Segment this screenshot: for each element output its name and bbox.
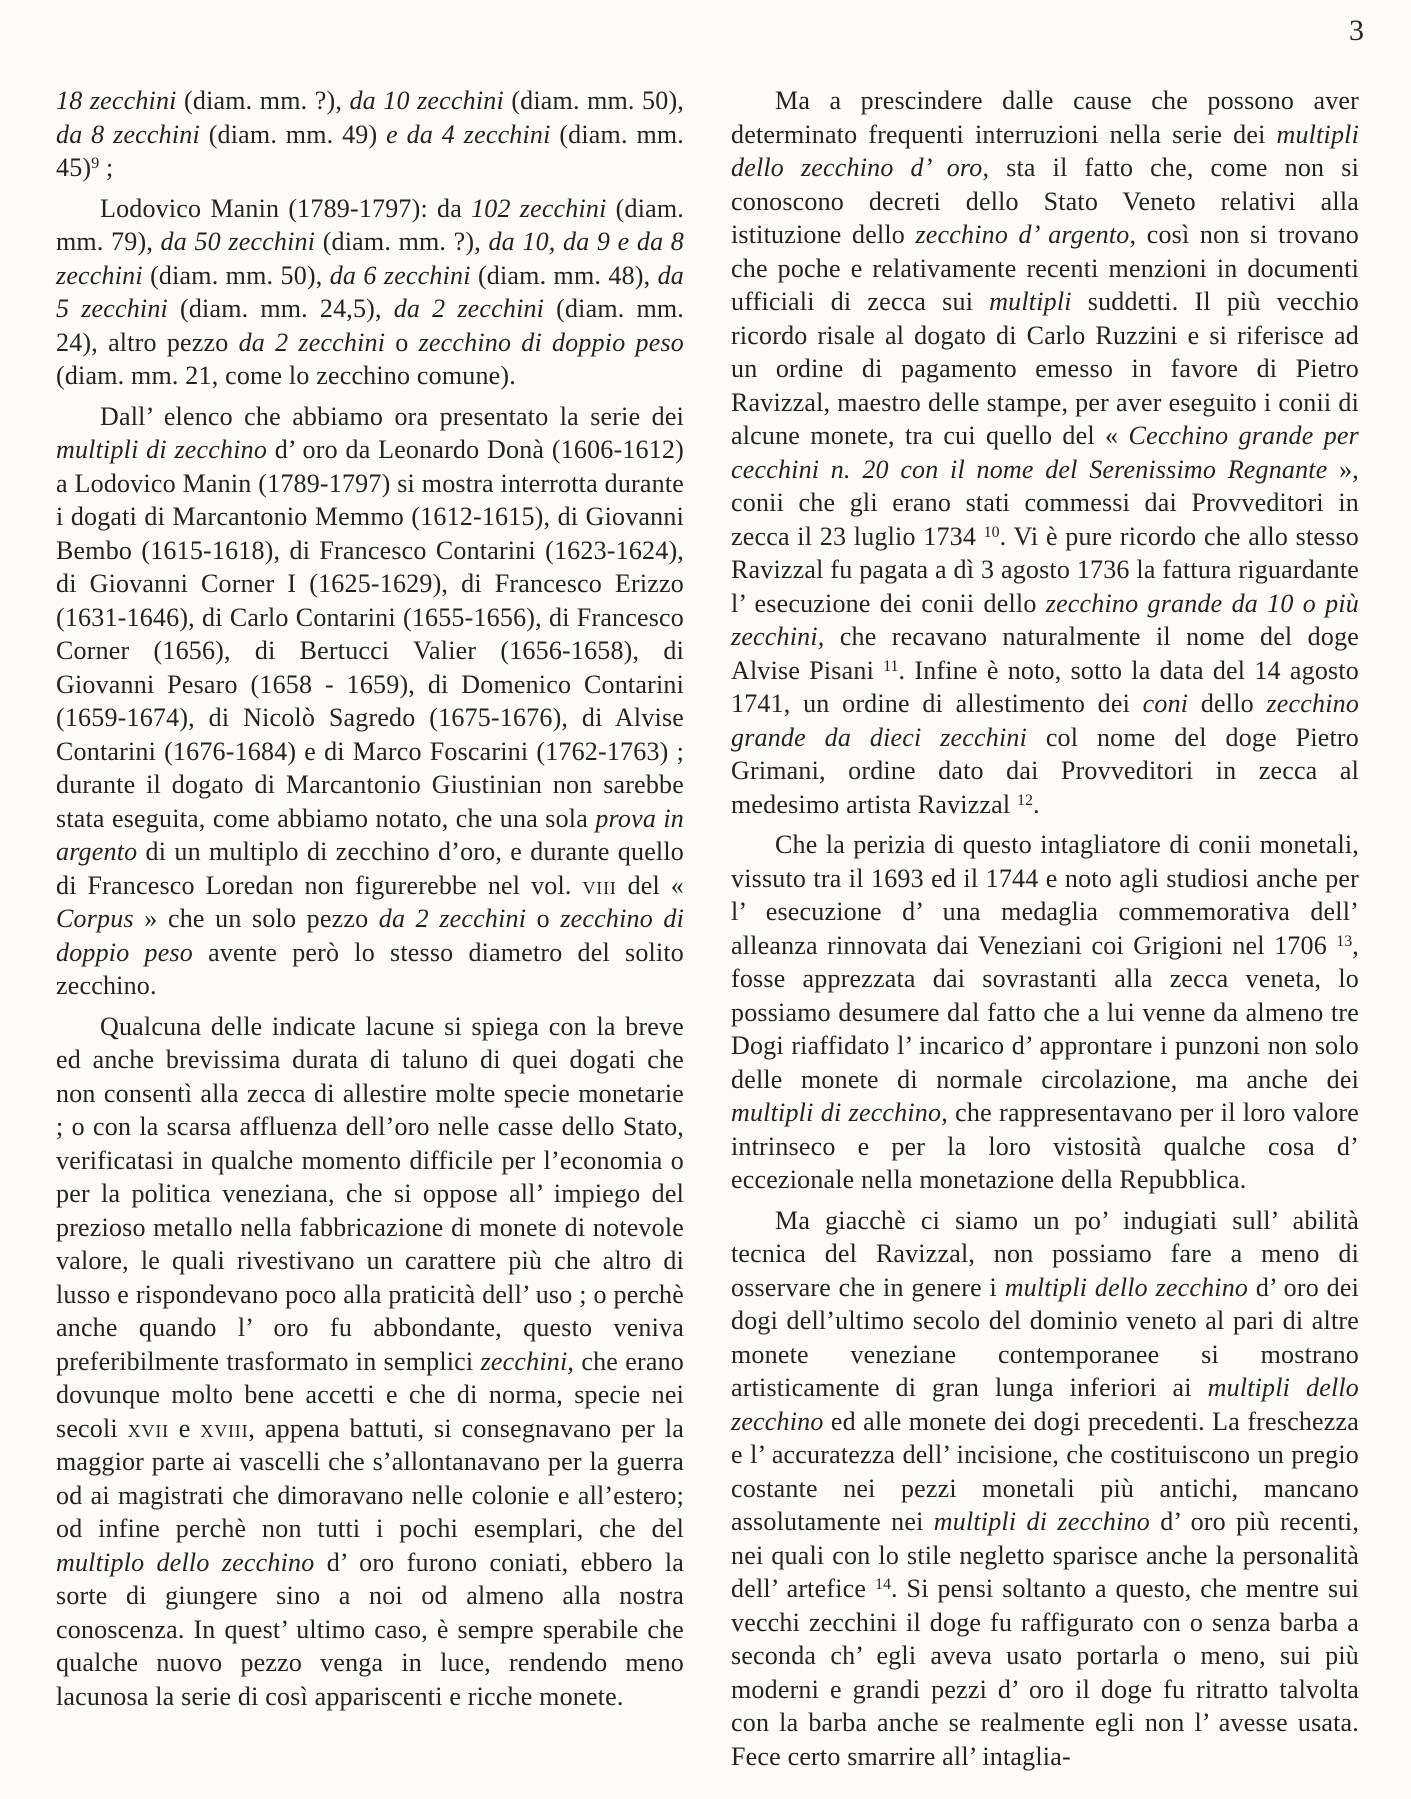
footnote-ref: 11 (883, 657, 899, 675)
text-run: Corpus (56, 904, 145, 933)
text-run: multipli di zecchino (56, 435, 275, 464)
text-run: . Si pensi soltanto a questo, che mentre sui vecchi zecchini il doge fu raffigurato con o senza barba a seconda ch’ egli aveva usato portarla o meno, sui più moderni e grandi pezzi d’ oro il doge fu ritratto talvolta con la barba anche se realmente egli non l’ avesse usata. Fece certo smarrire all’ intaglia- (731, 1574, 1359, 1771)
text-run: , appena battuti, si consegnavano per la maggior parte ai vascelli che s’allontanavano per la guerra od ai magistrati che dimoravano nelle colonie e all’estero; od infine perchè non tutti i pochi esemplari, che del (56, 1413, 685, 1543)
footnote-ref: 10 (983, 523, 1000, 541)
footnote-ref: 9 (91, 155, 100, 172)
text-run: (diam. mm. ?), (322, 227, 489, 256)
text-run: zecchino d’ argento, (915, 220, 1147, 249)
text-run: (diam. mm. 79), (56, 193, 684, 256)
paragraph (731, 828, 1359, 1197)
text-run: (diam. mm. 49) (208, 119, 387, 149)
text-run: multiplo dello zecchino (56, 1547, 327, 1577)
text-run: multipli di zecchino (933, 1507, 1161, 1536)
text-run: sta il fatto che, come non si conoscono decreti dello Stato Veneto relativi alla istituzione dello (731, 153, 1359, 249)
text-run: multipli dello zecchino d’ oro, (731, 119, 1359, 182)
text-run: Ma a prescindere dalle cause che possono aver determinato frequenti interruzioni nella serie dei (731, 86, 1359, 149)
text-run: 18 zecchini (56, 86, 185, 115)
text-run: Che la perizia di questo intagliatore di conii monetali, vissuto tra il 1693 ed il 1744 e noto agli studiosi anche per l’ esecuzione d’ una medaglia commemorativa dell’ alleanza rinnovata dai Veneziani coi Grigioni nel 1706 (731, 830, 1359, 960)
text-run: zecchino di doppio peso (418, 327, 684, 357)
text-run: così non si trovano che poche e relativamente recenti menzioni in documenti ufficiali di zecca sui (731, 220, 1360, 316)
text-run: (diam. mm. 45) (56, 119, 684, 182)
text-run: d’ oro furono coniati, ebbero la sorte di giungere sino a noi od almeno alla nostra conoscenza. In quest’ ultimo caso, è sempre sperabile che qualche nuovo pezzo venga in luce, rendendo meno lacunosa la serie di così appariscenti e ricche monete. (56, 1547, 685, 1711)
text-run: da 6 zecchini (329, 260, 478, 290)
text-run: suddetti. Il più vecchio ricordo risale al dogato di Carlo Ruzzini e si riferisce ad un ordine di pagamento emesso in favore di Pietro Ravizzal, maestro delle stampe, per aver eseguito i conii di alcune monete, tra cui quello del « (731, 287, 1359, 450)
footnote-ref: 14 (874, 1576, 891, 1593)
text-columns (56, 84, 1359, 1773)
text-run: da 8 zecchini (56, 119, 209, 149)
text-run: . (1033, 789, 1040, 819)
text-run: o (395, 327, 419, 357)
text-run: coni (1142, 689, 1201, 718)
text-run: che rappresentavano per il loro valore intrinseco e per la loro vistosità qualche cosa d’ eccezionale nella monetazione della Repubblica. (731, 1098, 1360, 1194)
text-column-right (731, 84, 1359, 1773)
text-run: ed alle monete dei dogi precedenti. La freschezza e l’ accuratezza dell’ incisione, che costituiscono un pregio costante nei pezzi monetali più antichi, mancano assolutamente nei (731, 1406, 1359, 1536)
text-run: prova in argento (56, 803, 684, 866)
text-run: zecchino grande da dieci zecchini (731, 689, 1360, 752)
text-run: di un multiplo di zecchino d’oro, e durante quello di Francesco Loredan non figurerebbe nel vol. (56, 837, 684, 900)
text-run: da 10, da 9 e da 8 zecchini (56, 227, 685, 290)
text-run: (diam. mm. 50), (511, 86, 685, 115)
page-number: 3 (1349, 14, 1364, 47)
text-run: (diam. mm. 24,5), (179, 294, 394, 323)
text-run: (diam. mm. 24), altro pezzo (56, 294, 684, 357)
text-run: d’ oro dei dogi dell’ultimo secolo del dominio veneto al pari di altre monete veneziane contemporanee si mostrano artisticamente di gran lunga inferiori ai (731, 1272, 1359, 1402)
text-run: da 2 zecchini (378, 904, 537, 933)
text-run: da 5 zecchini (56, 260, 685, 323)
text-run: multipli dello zecchino (731, 1373, 1359, 1436)
text-run: 102 zecchini (471, 193, 616, 223)
text-run: (diam. mm. 50), (150, 260, 330, 290)
text-run: col nome del doge Pietro Grimani, ordine dato dai Provveditori in zecca al medesimo artista Ravizzal (731, 722, 1359, 819)
text-run: ; (99, 153, 114, 182)
text-run: (diam. mm. 21, come lo zecchino comune). (56, 361, 516, 390)
text-run: da 10 zecchini (349, 86, 512, 115)
paragraph (731, 1204, 1359, 1774)
text-run: Dall’ elenco che abbiamo ora presentato la serie dei (100, 401, 684, 431)
text-run: e (168, 1413, 201, 1443)
text-run: d’ oro più recenti, nei quali con lo stile negletto sparisce anche la personalità dell’ artefice (731, 1507, 1360, 1603)
text-run: multipli (989, 287, 1088, 316)
text-run: . Infine è noto, sotto la data del 14 agosto 1741, un ordine di allestimento dei (731, 655, 1359, 718)
text-run: » che un solo pezzo (144, 904, 379, 933)
paragraph (56, 192, 684, 393)
text-run: avente però lo stesso diametro del solito zecchino. (56, 937, 684, 1000)
text-run: zecchino grande da 10 o più zecchini, (731, 588, 1360, 651)
text-run: zecchini, (480, 1346, 582, 1376)
text-run: d’ oro da Leonardo Donà (1606-1612) a Lodovico Manin (1789-1797) si mostra interrotta durante i dogati di Marcantonio Memmo (1612-1615), di Giovanni Bembo (1615-1618), di Francesco Contarini (1623-1624), di Giovanni Corner I (1625-1629), di Francesco Erizzo (1631-1646), di Carlo Contarini (1655-1656), di Francesco Corner (1656), di Bertucci Valier (1656-1658), di Giovanni Pesaro (1658 - 1659), di Domenico Contarini (1659-1674), di Nicolò Sagredo (1675-1676), di Alvise Contarini (1676-1684) e di Marco Foscarini (1762-1763) ; durante il dogato di Marcantonio Giustinian non sarebbe stata eseguita, come abbiamo notato, che una sola (56, 435, 684, 833)
text-run: (diam. mm. ?), (184, 86, 350, 115)
text-run: . Vi è pure ricordo che allo stesso Ravizzal fu pagata a dì 3 agosto 1736 la fattura riguardante l’ esecuzione dei conii dello (731, 521, 1359, 618)
text-run: », conii che gli erano stati commessi dai Provveditori in zecca il 23 luglio 1734 (731, 454, 1359, 551)
text-run: o (536, 904, 561, 933)
text-run: da 50 zecchini (160, 227, 323, 256)
footnote-ref: 12 (1017, 791, 1034, 809)
text-run: multipli di zecchino, (731, 1098, 956, 1127)
text-column-left (56, 84, 684, 1773)
text-run: Qualcuna delle indicate lacune si spiega con la breve ed anche brevissima durata di taluno di quei dogati che non consentì alla zecca di allestire molte specie monetarie ; o con la scarsa affluenza dell’oro nelle casse dello Stato, verificatasi in qualche momento difficile per l’economia o per la politica veneziana, che si oppose all’ impiego del prezioso metallo nella fabbricazione di monete di notevole valore, le quali rivestivano un carattere più che altro di lusso e rispondevano poco alla praticità dell’ uso ; o perchè anche quando l’ oro fu abbondante, questo veniva preferibilmente trasformato in semplici (56, 1011, 684, 1376)
text-run: Cecchino grande per cecchini n. 20 con il nome del Serenissimo Regnante (731, 421, 1359, 484)
text-run: e da 4 zecchini (386, 119, 560, 149)
text-run: che erano dovunque molto bene accetti e che di norma, specie nei secoli (56, 1346, 684, 1443)
text-run: xvii (127, 1413, 169, 1443)
paragraph (56, 84, 684, 185)
paragraph (56, 1010, 684, 1714)
text-run: multipli dello zecchino (1004, 1272, 1256, 1302)
text-run: Lodovico Manin (1789-1797): da (100, 193, 472, 223)
text-run: da 2 zecchini (238, 327, 396, 357)
paragraph (56, 400, 684, 1003)
paragraph (731, 84, 1359, 821)
text-run: xviii (200, 1413, 249, 1443)
footnote-ref: 13 (1336, 932, 1353, 950)
text-run: zecchino di doppio peso (56, 904, 685, 967)
text-run: Ma giacchè ci siamo un po’ indugiati sull’ abilità tecnica del Ravizzal, non possiamo fare a meno di osservare che in genere i (731, 1205, 1359, 1302)
text-run: viii (582, 870, 617, 900)
text-run: , fosse apprezzata dai sovrastanti alla zecca veneta, lo possiamo desumere dal fatto che a lui venne da almeno tre Dogi riaffidato l’ incarico d’ approntare i punzoni non solo delle monete di normale circolazione, ma anche dei (731, 930, 1359, 1094)
text-run: del « (616, 870, 685, 900)
text-run: (diam. mm. 48), (477, 260, 658, 290)
text-run: dello (1200, 689, 1267, 718)
text-run: da 2 zecchini (393, 294, 557, 323)
text-run: che recavano naturalmente il nome del doge Alvise Pisani (731, 622, 1360, 685)
